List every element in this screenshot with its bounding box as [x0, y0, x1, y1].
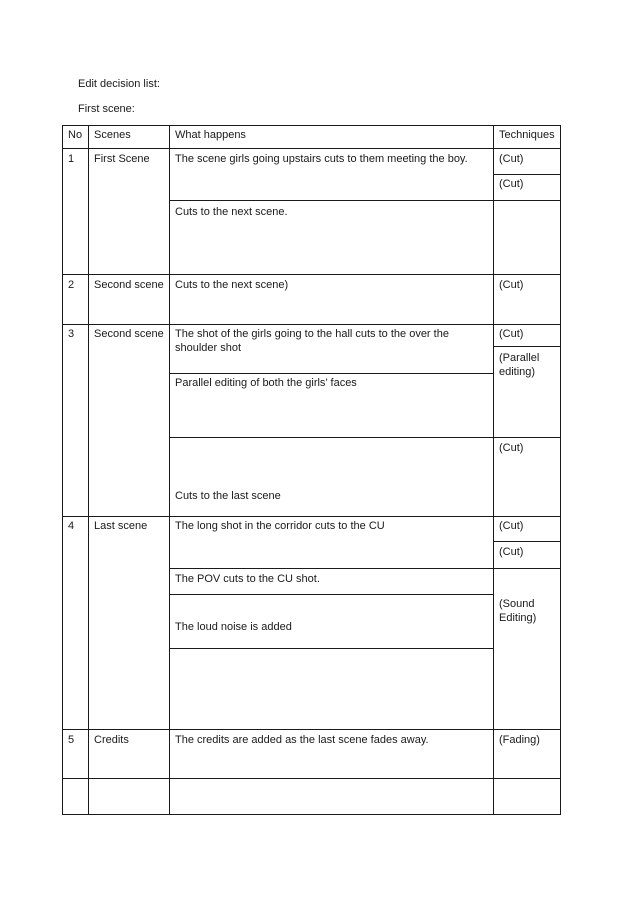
scene-name: First Scene — [94, 153, 150, 165]
technique-text: (Cut) — [499, 546, 524, 558]
scene-name: Last scene — [94, 520, 148, 532]
row-number: 2 — [68, 279, 75, 291]
column-divider — [88, 125, 89, 815]
header-scenes: Scenes — [94, 129, 131, 141]
row-number: 4 — [68, 520, 75, 532]
cell-divider — [169, 594, 494, 595]
cell-divider — [493, 541, 561, 542]
what-happens-text: The loud noise is added — [175, 621, 292, 633]
row-number: 3 — [68, 328, 75, 340]
scene-name: Credits — [94, 734, 129, 746]
cell-divider — [493, 346, 561, 347]
technique-text: (Fading) — [499, 734, 540, 746]
column-divider — [493, 125, 494, 815]
document-subtitle: First scene: — [78, 103, 135, 115]
header-no: No — [68, 129, 83, 141]
cell-divider — [493, 174, 561, 175]
what-happens-text: The POV cuts to the CU shot. — [175, 573, 320, 585]
what-happens-text: Cuts to the next scene) — [175, 279, 289, 291]
scene-name: Second scene — [94, 328, 164, 340]
what-happens-text: The credits are added as the last scene fades away. — [175, 734, 429, 746]
header-what-happens: What happens — [175, 129, 246, 141]
technique-text: (Parallel editing) — [499, 352, 540, 378]
row-divider — [62, 148, 561, 149]
what-happens-text: Cuts to the next scene. — [175, 206, 288, 218]
technique-text: (Cut) — [499, 328, 524, 340]
row-divider — [62, 814, 561, 815]
row-divider — [62, 324, 561, 325]
what-happens-text: Cuts to the last scene — [175, 490, 281, 502]
row-divider — [62, 729, 561, 730]
technique-text: (Cut) — [499, 442, 524, 454]
technique-text: (Cut) — [499, 178, 524, 190]
cell-divider — [169, 200, 494, 201]
row-divider — [62, 778, 561, 779]
cell-divider — [169, 437, 561, 438]
row-number: 1 — [68, 153, 75, 165]
what-happens-text: Parallel editing of both the girls’ faces — [175, 377, 357, 389]
technique-text: (Cut) — [499, 153, 524, 165]
row-divider — [62, 274, 561, 275]
document-title: Edit decision list: — [78, 78, 160, 90]
column-divider — [169, 125, 170, 815]
scene-name: Second scene — [94, 279, 164, 291]
technique-text: (Sound Editing) — [499, 598, 537, 624]
cell-divider — [169, 648, 494, 649]
technique-text: (Cut) — [499, 279, 524, 291]
what-happens-text: The scene girls going upstairs cuts to them meeting the boy. — [175, 153, 468, 165]
what-happens-text: The long shot in the corridor cuts to the CU — [175, 520, 385, 532]
technique-text: (Cut) — [499, 520, 524, 532]
header-techniques: Techniques — [499, 129, 555, 141]
what-happens-text: The shot of the girls going to the hall cuts to the over the shoulder shot — [175, 328, 449, 354]
cell-divider — [169, 568, 561, 569]
table-border-right — [560, 125, 561, 815]
table-border-left — [62, 125, 63, 815]
row-divider — [62, 516, 561, 517]
row-divider — [62, 125, 561, 126]
cell-divider — [169, 373, 494, 374]
row-number: 5 — [68, 734, 75, 746]
cell-divider — [493, 200, 561, 201]
